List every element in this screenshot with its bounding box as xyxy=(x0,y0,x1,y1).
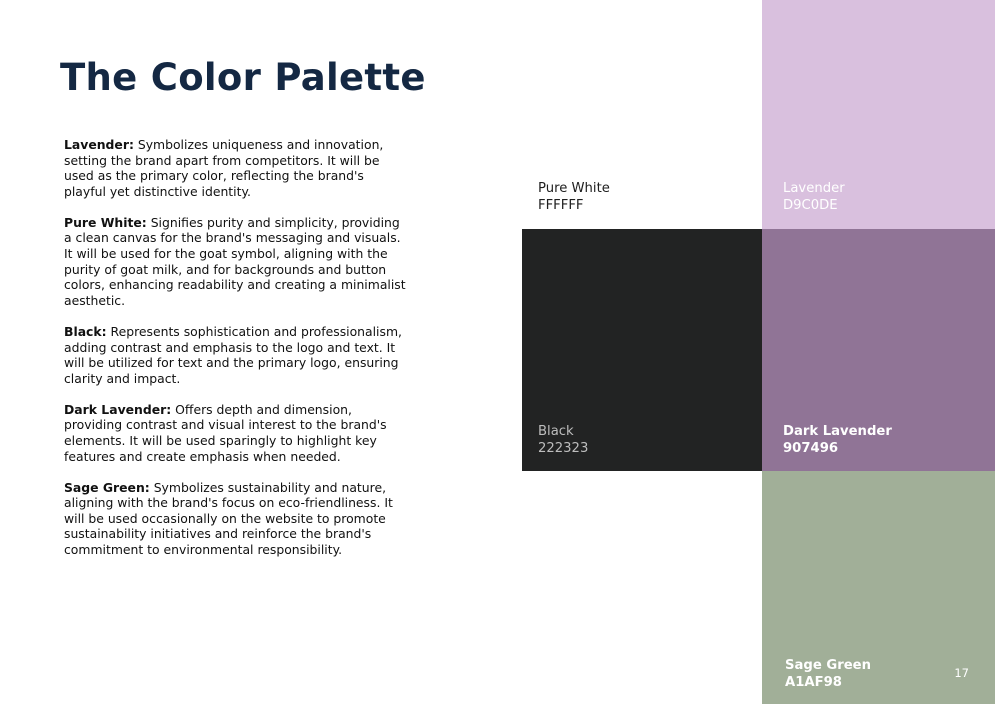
description-text: Represents sophistication and professionalism, adding contrast and emphasis to the logo and text. It will be utilized for text and the primary logo, ensuring clarity and impact. xyxy=(64,323,402,386)
description-black xyxy=(64,324,409,386)
description-sage-green xyxy=(64,480,409,558)
description-pure-white xyxy=(64,215,409,309)
description-text: Offers depth and dimension, providing contrast and visual interest to the brand's elements. It will be used sparingly to highlight key features and create emphasis when needed. xyxy=(64,401,387,464)
swatch-name: Pure White xyxy=(538,181,610,196)
description-term: Sage Green: xyxy=(64,479,150,495)
swatch-label-sage-green xyxy=(785,657,871,692)
description-term: Dark Lavender: xyxy=(64,401,172,417)
swatch-hex: A1AF98 xyxy=(785,675,842,691)
swatch-name: Black xyxy=(538,424,574,439)
swatch-label-dark-lavender xyxy=(783,423,892,458)
description-term: Pure White: xyxy=(64,214,147,230)
swatch-label-pure-white xyxy=(538,180,610,215)
swatch-label-black xyxy=(538,423,588,458)
page-title: The Color Palette xyxy=(60,56,426,99)
description-term: Lavender: xyxy=(64,137,134,152)
swatch-name: Lavender xyxy=(783,181,845,196)
description-lavender xyxy=(64,137,409,199)
swatch-name: Dark Lavender xyxy=(783,424,892,439)
description-text: Signifies purity and simplicity, providing a clean canvas for the brand's messaging and visuals. It will be used for the goat symbol, aligning with the purity of goat milk, and for backgrounds and button colors, enhancing readability and creating a minimalist aesthetic. xyxy=(64,214,406,308)
description-term: Black: xyxy=(64,323,107,339)
swatch-hex: FFFFFF xyxy=(538,198,584,214)
color-descriptions xyxy=(64,137,409,573)
description-text: Symbolizes uniqueness and innovation, setting the brand apart from competitors. It will be used as the primary color, reflecting the brand's playful yet distinctive identity. xyxy=(64,137,384,199)
page-number: 17 xyxy=(954,666,969,680)
swatch-hex: D9C0DE xyxy=(783,198,838,214)
swatch-hex: 222323 xyxy=(538,441,589,457)
swatch-hex: 907496 xyxy=(783,441,839,457)
swatch-label-lavender xyxy=(783,180,845,215)
swatch-name: Sage Green xyxy=(785,658,871,673)
description-dark-lavender xyxy=(64,402,409,464)
description-text: Symbolizes sustainability and nature, aligning with the brand's focus on eco-friendliness. It will be used occasionally on the website to promote sustainability initiatives and reinforce the brand's commitment to environmental responsibility. xyxy=(64,479,393,558)
